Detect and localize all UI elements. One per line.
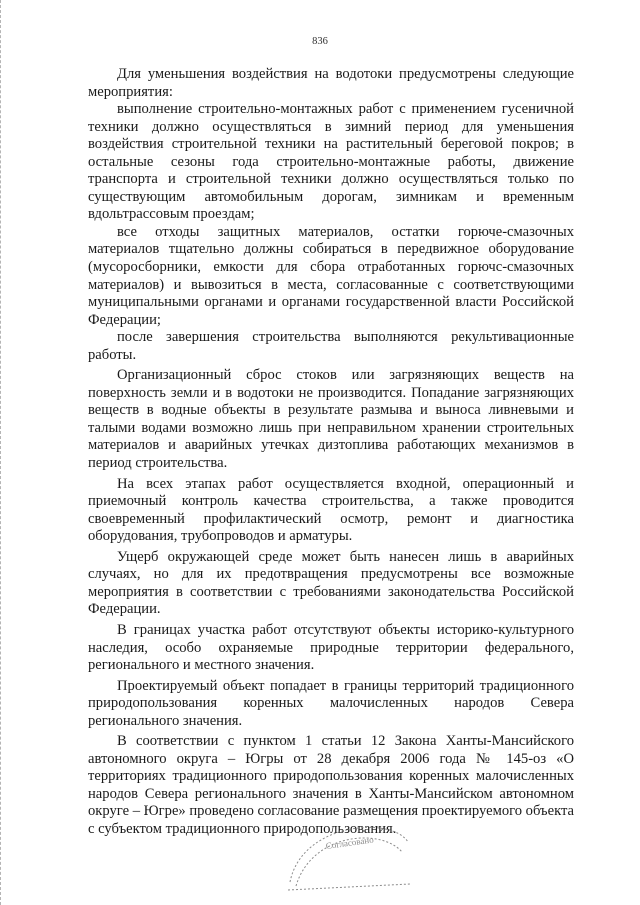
paragraph-measure-3: после завершения строительства выполняются рекультивационные работы.: [88, 329, 574, 363]
approval-stamp-text: Согласовано: [325, 834, 375, 852]
scan-left-edge: [0, 0, 6, 905]
paragraph-measure-1: выполнение строительно-монтажных работ с применением гусеничной техники должно осуществляться в зимний период для уменьшения воздействия строительной техники на растительный береговой покров; в остальные сезоны года строительно-монтажные работы, движение транспорта и строительной техники должно осуществляться только по существующим автомобильным дорогам, зимникам и временным вдольтрассовым проездам;: [88, 101, 574, 223]
paragraph-discharge: Организационный сброс стоков или загрязняющих веществ на поверхность земли и в водотоки не производится. Попадание загрязняющих веществ в водные объекты в результате размыва и выноса ливневыми и талыми водами возможно лишь при неправильном хранении строительных материалов и аварийных утечках дизтоплива работающих механизмов в период строительства.: [88, 367, 574, 472]
page-number: 836: [312, 36, 328, 47]
paragraph-damage: Ущерб окружающей среде может быть нанесен лишь в аварийных случаях, но для их предотвращения предусмотрены все возможные мероприятия в соответствии с требованиями законодательства Российской Федерации.: [88, 548, 574, 618]
paragraph-quality-control: На всех этапах работ осуществляется входной, операционный и приемочный контроль качества строительства, а также проводится своевременный профилактический осмотр, ремонт и диагностика оборудования, трубопроводов и арматуры.: [88, 475, 574, 545]
document-body: [88, 66, 574, 842]
paragraph-measure-2: все отходы защитных материалов, остатки горюче-смазочных материалов тщательно должны собираться в передвижное оборудование (мусоросборники, емкости для сбора отработанных горючс-смазочных материалов) и вывозиться в места, согласованные с соответствующими муниципальными органами и органами государственной власти Российской Федерации;: [88, 223, 574, 328]
paragraph-intro: Для уменьшения воздействия на водотоки предусмотрены следующие мероприятия:: [88, 66, 574, 100]
paragraph-law-reference: В соответствии с пунктом 1 статьи 12 Закона Ханты-Мансийского автономного округа – Югры от 28 декабря 2006 года № 145-оз «О территориях традиционного природопользования коренных малочисленных народов Севера регионального значения в Ханты-Мансийском автономном округе – Югре» проведено согласование размещения проектируемого объекта с субъектом традиционного природопользования.: [88, 733, 574, 837]
paragraph-traditional-territories: Проектируемый объект попадает в границы территорий традиционного природопользования коренных малочисленных народов Севера регионального значения.: [88, 677, 574, 729]
approval-stamp: [282, 812, 414, 894]
paragraph-heritage: В границах участка работ отсутствуют объекты историко-культурного наследия, особо охраняемые природные территории федерального, регионального и местного значения.: [88, 621, 574, 674]
